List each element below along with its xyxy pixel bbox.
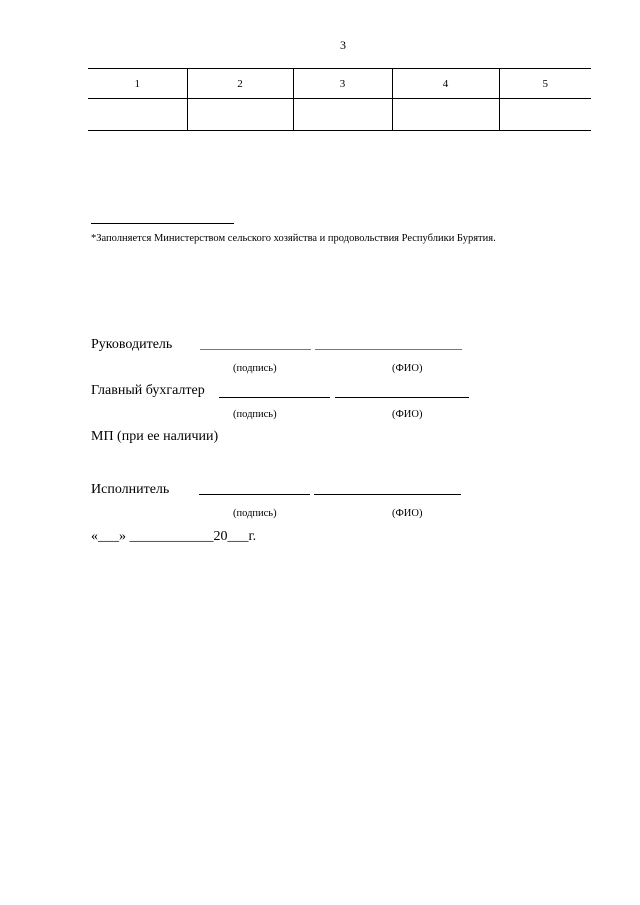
signature-caption: (подпись) bbox=[233, 409, 277, 420]
executor-name-line[interactable] bbox=[314, 494, 461, 495]
table-header-cell: 1 bbox=[88, 69, 187, 99]
table-cell[interactable] bbox=[392, 99, 499, 131]
name-caption: (ФИО) bbox=[392, 363, 423, 374]
table-header-cell: 4 bbox=[392, 69, 499, 99]
table-cell[interactable] bbox=[187, 99, 293, 131]
signature-caption: (подпись) bbox=[233, 363, 277, 374]
executor-label: Исполнитель bbox=[91, 482, 170, 497]
table-header-cell: 3 bbox=[293, 69, 392, 99]
head-name-line[interactable] bbox=[315, 349, 462, 350]
head-label: Руководитель bbox=[91, 337, 173, 352]
name-caption: (ФИО) bbox=[392, 508, 423, 519]
table-row bbox=[88, 99, 591, 131]
footnote-separator bbox=[91, 223, 234, 224]
footnote: *Заполняется Министерством сельского хозяйства и продовольствия Республики Бурятия. bbox=[91, 233, 496, 244]
chief-accountant-label: Главный бухгалтер bbox=[91, 383, 205, 398]
table-header-cell: 5 bbox=[499, 69, 591, 99]
head-signature-line[interactable] bbox=[200, 349, 311, 350]
table-cell[interactable] bbox=[88, 99, 187, 131]
data-table bbox=[88, 68, 591, 131]
accountant-name-line[interactable] bbox=[335, 397, 469, 398]
table-cell[interactable] bbox=[499, 99, 591, 131]
table-header-row bbox=[88, 69, 591, 99]
name-caption: (ФИО) bbox=[392, 409, 423, 420]
table-cell[interactable] bbox=[293, 99, 392, 131]
signature-caption: (подпись) bbox=[233, 508, 277, 519]
stamp-label: МП (при ее наличии) bbox=[91, 429, 219, 444]
executor-signature-line[interactable] bbox=[199, 494, 310, 495]
table-header-cell: 2 bbox=[187, 69, 293, 99]
accountant-signature-line[interactable] bbox=[219, 397, 330, 398]
page-number: 3 bbox=[340, 38, 346, 52]
date-line[interactable]: «___» ____________20___г. bbox=[91, 529, 257, 544]
